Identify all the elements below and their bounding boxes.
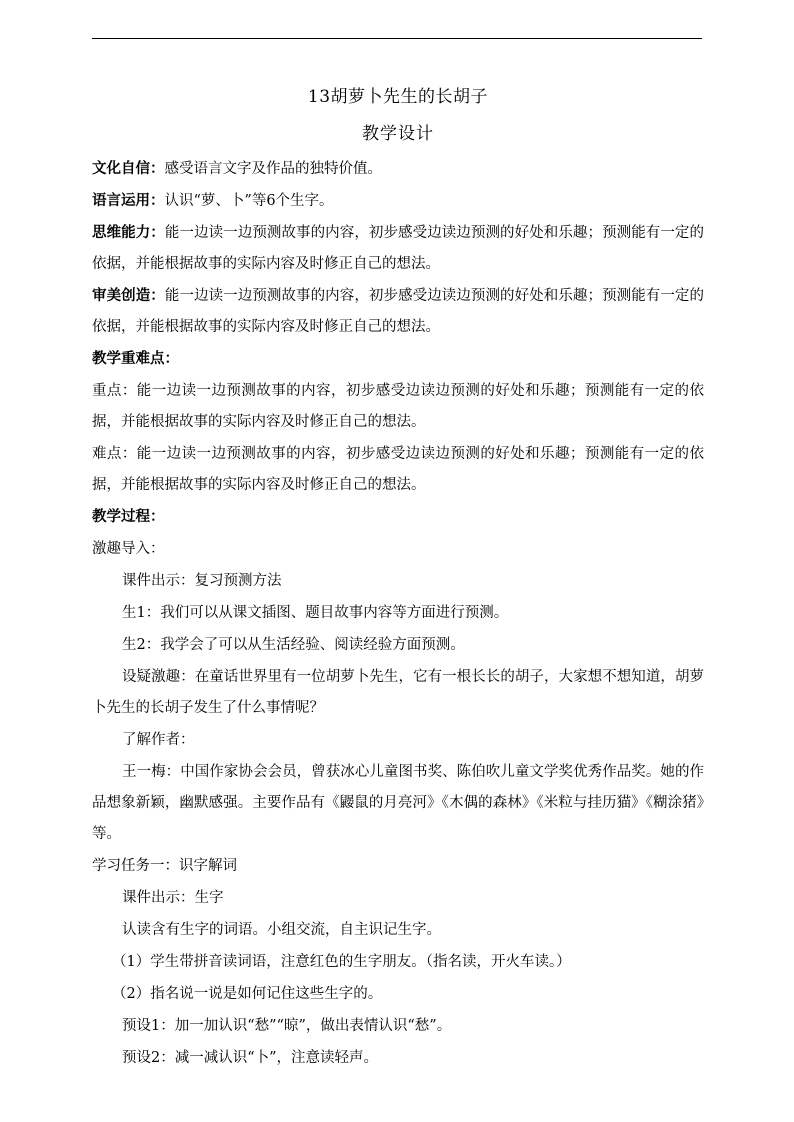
process-heading: 教学过程：	[92, 509, 165, 525]
courseware-characters: 课件出示：生字	[122, 890, 224, 906]
document-body	[92, 82, 704, 1075]
goal-label: 审美创造：	[92, 288, 165, 304]
goal-aesthetic	[92, 281, 704, 343]
reading-instruction: 认读含有生字的词语。小组交流，自主识记生字。	[122, 922, 441, 938]
document-subtitle: 教学设计	[362, 124, 434, 144]
goal-text: 感受语言文字及作品的独特价值。	[164, 161, 382, 177]
courseware-review: 课件出示：复习预测方法	[122, 573, 282, 589]
key-point: 重点：能一边读一边预测故事的内容，初步感受边读边预测的好处和乐趣；预测能有一定的依据，并能根据故事的实际内容及时修正自己的想法。	[92, 383, 704, 430]
goal-language	[92, 186, 704, 217]
goal-text: 认识“萝、卜”等6个生字。	[164, 193, 334, 209]
author-heading: 了解作者：	[122, 732, 195, 748]
goal-label: 语言运用：	[92, 193, 165, 209]
author-paragraph: 王一梅：中国作家协会会员，曾获冰心儿童图书奖、陈伯吹儿童文学奖优秀作品奖。她的作品想象新颖，幽默感强。主要作品有《鼹鼠的月亮河》《木偶的森林》《米粒与挂历猫》《糊涂猪》等。	[92, 764, 704, 842]
question-paragraph: 设疑激趣：在童话世界里有一位胡萝卜先生，它有一根长长的胡子，大家想不想知道，胡萝卜先生的长胡子发生了什么事情呢？	[92, 669, 704, 716]
goal-culture	[92, 154, 704, 185]
difficult-point: 难点：能一边读一边预测故事的内容，初步感受边读边预测的好处和乐趣；预测能有一定的依据，并能根据故事的实际内容及时修正自己的想法。	[92, 446, 704, 493]
document-title: 13胡萝卜先生的长胡子	[307, 87, 489, 107]
student-answer-2: 生2：我学会了可以从生活经验、阅读经验方面预测。	[122, 637, 465, 653]
step-2: （2）指名说一说是如何记住这些生字的。	[112, 986, 383, 1002]
goal-label: 文化自信：	[92, 161, 165, 177]
student-answer-1: 生1：我们可以从课文插图、题目故事内容等方面进行预测。	[122, 605, 509, 621]
goal-thinking	[92, 218, 704, 280]
preset-1: 预设1：加一加认识“愁”“晾”，做出表情认识“愁”。	[122, 1018, 452, 1034]
goal-label: 思维能力：	[92, 225, 165, 241]
header-rule	[92, 38, 702, 39]
intro-heading: 激趣导入：	[92, 541, 165, 557]
goal-text: 能一边读一边预测故事的内容，初步感受边读边预测的好处和乐趣；预测能有一定的依据，并能根据故事的实际内容及时修正自己的想法。	[92, 225, 705, 272]
task-1-heading: 学习任务一：识字解词	[92, 858, 237, 874]
goal-text: 能一边读一边预测故事的内容，初步感受边读边预测的好处和乐趣；预测能有一定的依据，并能根据故事的实际内容及时修正自己的想法。	[92, 288, 705, 335]
step-1: （1）学生带拼音读词语，注意红色的生字朋友。（指名读，开火车读。）	[112, 954, 571, 970]
preset-2: 预设2：减一减认识“卜”，注意读轻声。	[122, 1050, 379, 1066]
key-points-heading: 教学重难点：	[92, 351, 179, 367]
